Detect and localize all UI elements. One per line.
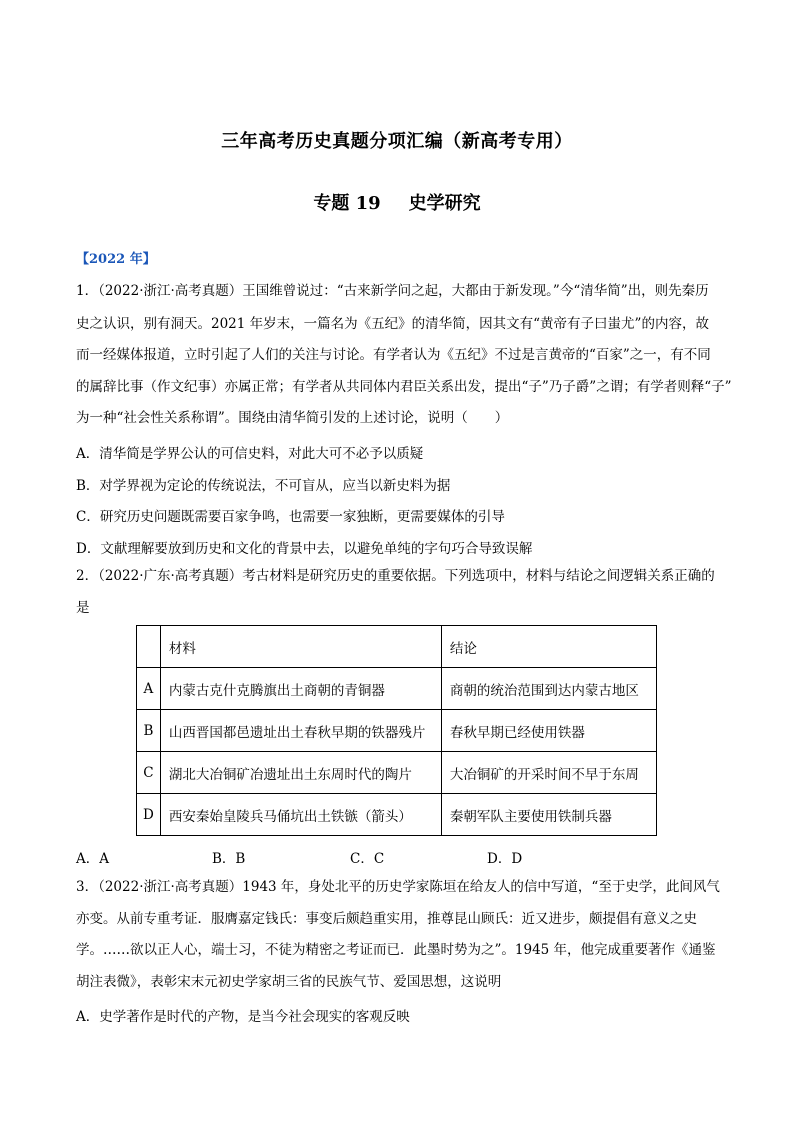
- table-cell: 春秋早期已经使用铁器: [441, 710, 656, 752]
- year-section-label: 【2022 年】: [76, 252, 156, 267]
- q1-option-d: D．文献理解要放到历史和文化的背景中去，以避免单纯的字句巧合导致误解: [76, 541, 533, 557]
- table-cell: 西安秦始皇陵兵马俑坑出土铁镞（箭头）: [160, 794, 441, 836]
- material-conclusion-table: [136, 625, 657, 836]
- topic-number: 专题 19: [313, 193, 381, 214]
- topic-heading: [0, 189, 794, 215]
- q1-option-a: A．清华简是学界公认的可信史料，对此大可不必予以质疑: [76, 446, 424, 462]
- table-header-row: [137, 626, 657, 668]
- table-cell: 山西晋国都邑遗址出土春秋早期的铁器残片: [160, 710, 441, 752]
- q2-option-b: B．B: [212, 851, 246, 867]
- q1-stem-line: 的属辞比事（作文纪事）亦属正常；有学者从共同体内君臣关系出发，提出“子”乃子爵”之谓；有学者则释“子”: [76, 379, 732, 395]
- q1-option-b: B．对学界视为定论的传统说法，不可盲从，应当以新史料为据: [76, 478, 451, 494]
- q3-stem-line: 3．（2022·浙江·高考真题）1943 年，身处北平的历史学家陈垣在给友人的信中写道，“至于史学，此间风气: [76, 879, 720, 895]
- q1-stem-line: 史之认识，别有洞天。2021 年岁末，一篇名为《五纪》的清华简，因其文有“黄帝有子曰蚩尤”的内容，故: [76, 316, 709, 332]
- q2-stem-line: 2．（2022·广东·高考真题）考古材料是研究历史的重要依据。下列选项中，材料与结论之间逻辑关系正确的: [76, 568, 715, 584]
- table-cell: A: [137, 668, 161, 710]
- table-row: [137, 668, 657, 710]
- table-cell: C: [137, 752, 161, 794]
- table-cell: 内蒙古克什克腾旗出土商朝的青铜器: [160, 668, 441, 710]
- q3-option-a: A．史学著作是时代的产物，是当今社会现实的客观反映: [76, 1009, 410, 1025]
- table-cell: 秦朝军队主要使用铁制兵器: [441, 794, 656, 836]
- q3-stem-line: 亦变。从前专重考证．服膺嘉定钱氏：事变后颇趋重实用，推尊昆山顾氏：近又进步，颇提倡有意义之史: [76, 911, 697, 927]
- topic-name: 史学研究: [408, 193, 481, 214]
- table-header-cell: 结论: [441, 626, 656, 668]
- document-title: 三年高考历史真题分项汇编（新高考专用）: [221, 131, 573, 152]
- table-cell: B: [137, 710, 161, 752]
- table-cell: 商朝的统治范围到达内蒙古地区: [441, 668, 656, 710]
- q2-option-d: D．D: [487, 851, 523, 867]
- table-cell: 湖北大冶铜矿冶遗址出土东周时代的陶片: [160, 752, 441, 794]
- table-header-cell: [137, 626, 161, 668]
- table-row: [137, 794, 657, 836]
- q1-option-c: C．研究历史问题既需要百家争鸣，也需要一家独断，更需要媒体的引导: [76, 509, 505, 525]
- q3-stem-line: 学。……欲以正人心，端士习，不徒为精密之考证而已．此墨时势为之”。1945 年，他完成重要著作《通鉴: [76, 942, 716, 958]
- q1-stem-line: 1．（2022·浙江·高考真题）王国维曾说过：“古来新学问之起，大都由于新发现。”今“清华简”出，则先秦历: [76, 283, 709, 299]
- table-row: [137, 752, 657, 794]
- q1-stem-line: 而一经媒体报道，立时引起了人们的关注与讨论。有学者认为《五纪》不过是言黄帝的“百家”之一，有不同: [76, 347, 711, 363]
- table-row: [137, 710, 657, 752]
- table-cell: 大冶铜矿的开采时间不早于东周: [441, 752, 656, 794]
- q2-option-c: C．C: [350, 851, 385, 867]
- table-header-cell: 材料: [160, 626, 441, 668]
- q3-stem-line: 胡注表微》，表彰宋末元初史学家胡三省的民族气节、爱国思想，这说明: [76, 974, 502, 990]
- q2-option-a: A．A: [76, 851, 109, 867]
- q2-stem-line: 是: [76, 600, 90, 616]
- q1-stem-line: 为一种“社会性关系称谓”。围绕由清华简引发的上述讨论，说明（ ）: [76, 410, 509, 426]
- table-cell: D: [137, 794, 161, 836]
